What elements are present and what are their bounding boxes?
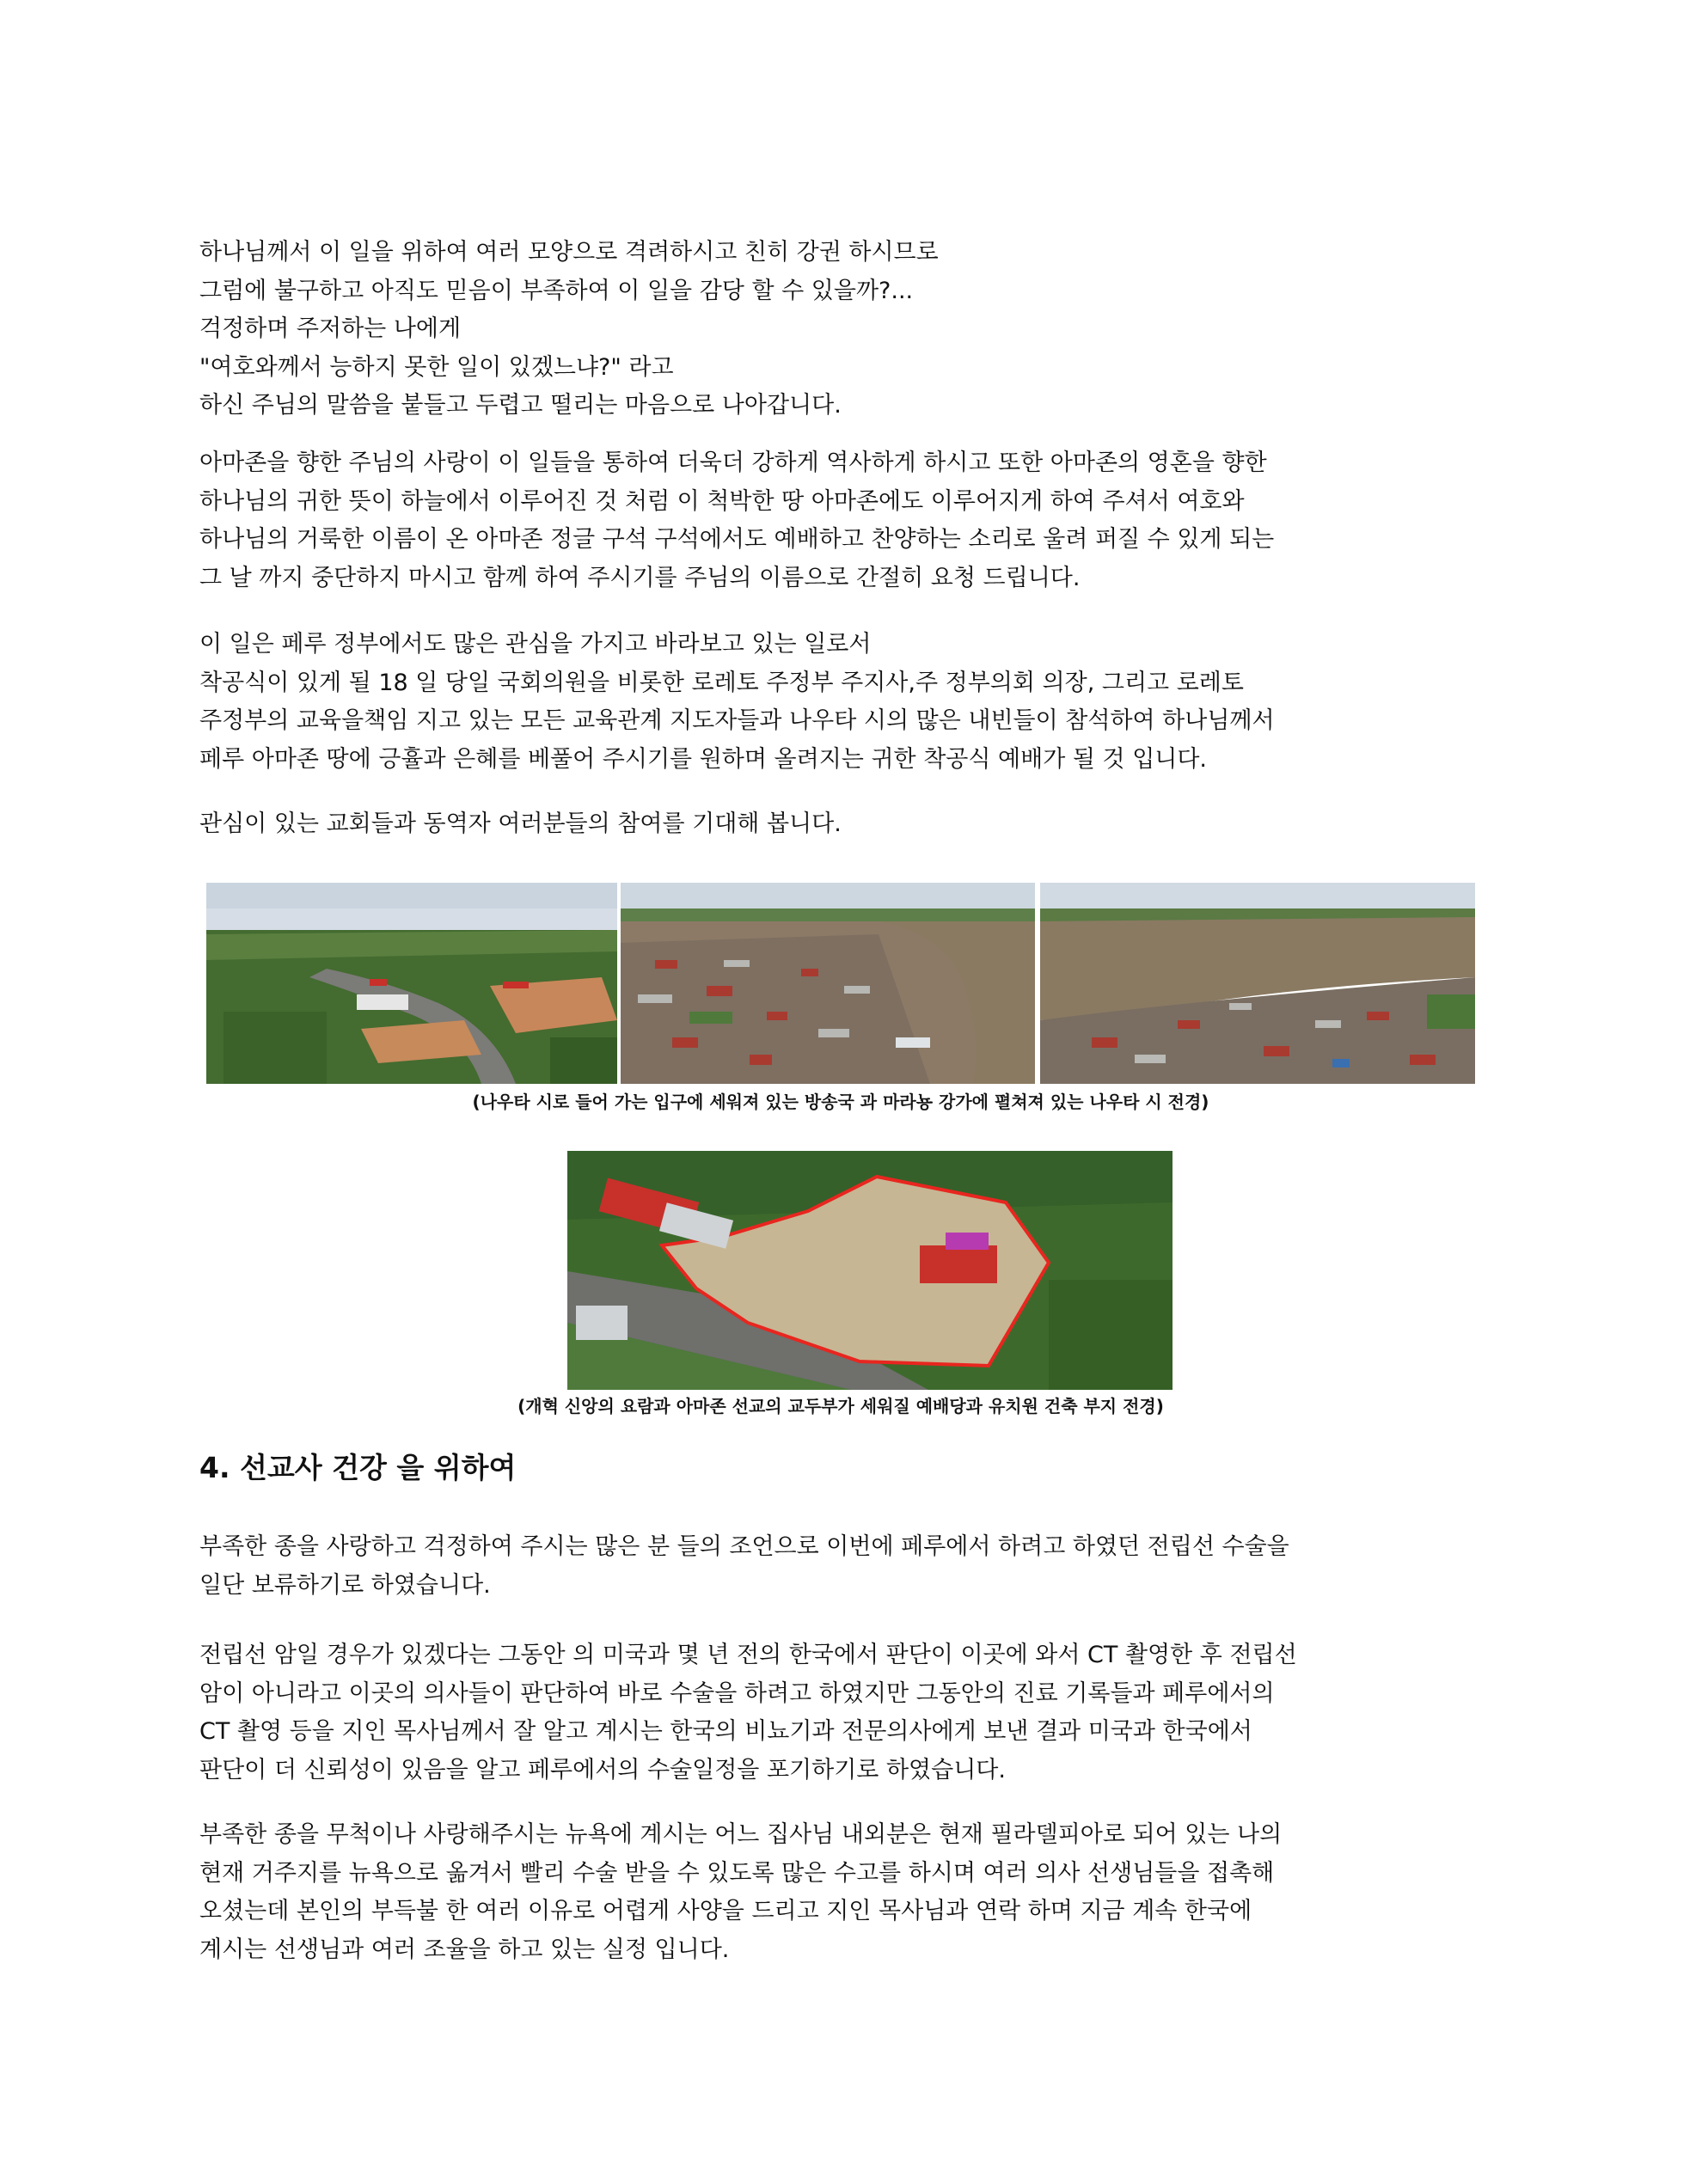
text-line: 주정부의 교육을책임 지고 있는 모든 교육관계 지도자들과 나우타 시의 많은 내빈들이 참석하여 하나님께서	[199, 707, 1275, 734]
paragraph-participation	[199, 805, 1506, 844]
text-line: 하나님의 거룩한 이름이 온 아마존 정글 구석 구석에서도 예배하고 찬양하는 소리로 울려 퍼질 수 있게 되는	[199, 526, 1275, 553]
text-line: 부족한 종을 사랑하고 걱정하여 주시는 많은 분 들의 조언으로 이번에 페루에서 하려고 하였던 전립선 수술을	[199, 1533, 1289, 1560]
aerial-town-river-image	[621, 883, 1035, 1084]
text-line: 걱정하며 주저하는 나에게	[199, 315, 462, 342]
photo-caption-nauta: (나우타 시로 들어 가는 입구에 세워져 있는 방송국 과 마라뇽 강가에 펼쳐져 있는 나우타 시 전경)	[472, 1092, 1209, 1112]
paragraph-groundbreaking	[199, 626, 1506, 779]
text-line: 하나님의 귀한 뜻이 하늘에서 이루어진 것 처럼 이 척박한 땅 아마존에도 이루어지게 하여 주셔서 여호와	[199, 487, 1245, 515]
photo-caption-site: (개혁 신앙의 요람과 아마존 선교의 교두부가 세워질 예배당과 유치원 건축 부지 전경)	[517, 1396, 1164, 1416]
text-line: 관심이 있는 교회들과 동역자 여러분들의 참여를 기대해 봅니다.	[199, 811, 842, 837]
text-line: 계시는 선생님과 여러 조율을 하고 있는 실정 입니다.	[199, 1936, 730, 1963]
paragraph-diagnosis	[199, 1636, 1506, 1789]
paragraph-encouragement	[199, 234, 1506, 425]
text-line: 하신 주님의 말씀을 붙들고 두렵고 떨리는 마음으로 나아갑니다.	[199, 392, 842, 419]
text-line: 그럼에 불구하고 아직도 믿음이 부족하여 이 일을 감당 할 수 있을까?...	[199, 277, 914, 304]
photo-church-site	[567, 1151, 1173, 1390]
text-line: 이 일은 페루 정부에서도 많은 관심을 가지고 바라보고 있는 일로서	[199, 631, 872, 658]
text-line: 현재 거주지를 뉴욕으로 옮겨서 빨리 수술 받을 수 있도록 많은 수고를 하시며 여러 의사 선생님들을 접촉해	[199, 1859, 1275, 1887]
paragraph-new-york-help	[199, 1816, 1506, 1969]
text-line: 페루 아마존 땅에 긍휼과 은혜를 베풀어 주시기를 원하며 올려지는 귀한 착공식 예배가 될 것 입니다.	[199, 745, 1208, 773]
paragraph-prayer-request	[199, 444, 1506, 597]
text-line: 일단 보류하기로 하였습니다.	[199, 1571, 491, 1599]
text-line: 암이 아니라고 이곳의 의사들이 판단하여 바로 수술을 하려고 하였지만 그동안의 진료 기록들과 페루에서의	[199, 1679, 1275, 1707]
paragraph-surgery-postponed	[199, 1528, 1506, 1605]
aerial-road-image	[206, 883, 617, 1084]
text-line: CT 촬영 등을 지인 목사님께서 잘 알고 계시는 한국의 비뇨기과 전문의사에게 보낸 결과 미국과 한국에서	[199, 1718, 1252, 1745]
text-line: 오셨는데 본인의 부득불 한 여러 이유로 어렵게 사양을 드리고 지인 목사님과 연락 하며 지금 계속 한국에	[199, 1898, 1252, 1924]
aerial-river-town-image	[1040, 883, 1475, 1084]
text-line: 부족한 종을 무척이나 사랑해주시는 뉴욕에 계시는 어느 집사님 내외분은 현재 필라델피아로 되어 있는 나의	[199, 1821, 1283, 1848]
text-line: 그 날 까지 중단하지 마시고 함께 하여 주시기를 주님의 이름으로 간절히 요청 드립니다.	[199, 564, 1081, 591]
text-line: "여호와께서 능하지 못한 일이 있겠느냐?" 라고	[199, 353, 674, 381]
text-line: 하나님께서 이 일을 위하여 여러 모양으로 격려하시고 친히 강권 하시므로	[199, 239, 939, 266]
photo-nauta-river-2	[1040, 883, 1475, 1084]
photo-nauta-river-1	[621, 883, 1035, 1084]
photo-broadcast-station-road	[206, 883, 617, 1084]
text-line: 전립선 암일 경우가 있겠다는 그동안 의 미국과 몇 년 전의 한국에서 판단이 이곳에 와서 CT 촬영한 후 전립선	[199, 1642, 1297, 1668]
section-heading: 4. 선교사 건강 을 위하여	[199, 1451, 517, 1484]
aerial-building-site-image	[567, 1151, 1173, 1390]
text-line: 판단이 더 신뢰성이 있음을 알고 페루에서의 수술일정을 포기하기로 하였습니다.	[199, 1756, 1006, 1783]
text-line: 착공식이 있게 될 18 일 당일 국회의원을 비롯한 로레토 주정부 주지사,주 정부의회 의장, 그리고 로레토	[199, 669, 1244, 696]
text-line: 아마존을 향한 주님의 사랑이 이 일들을 통하여 더욱더 강하게 역사하게 하시고 또한 아마존의 영혼을 향한	[199, 450, 1267, 476]
